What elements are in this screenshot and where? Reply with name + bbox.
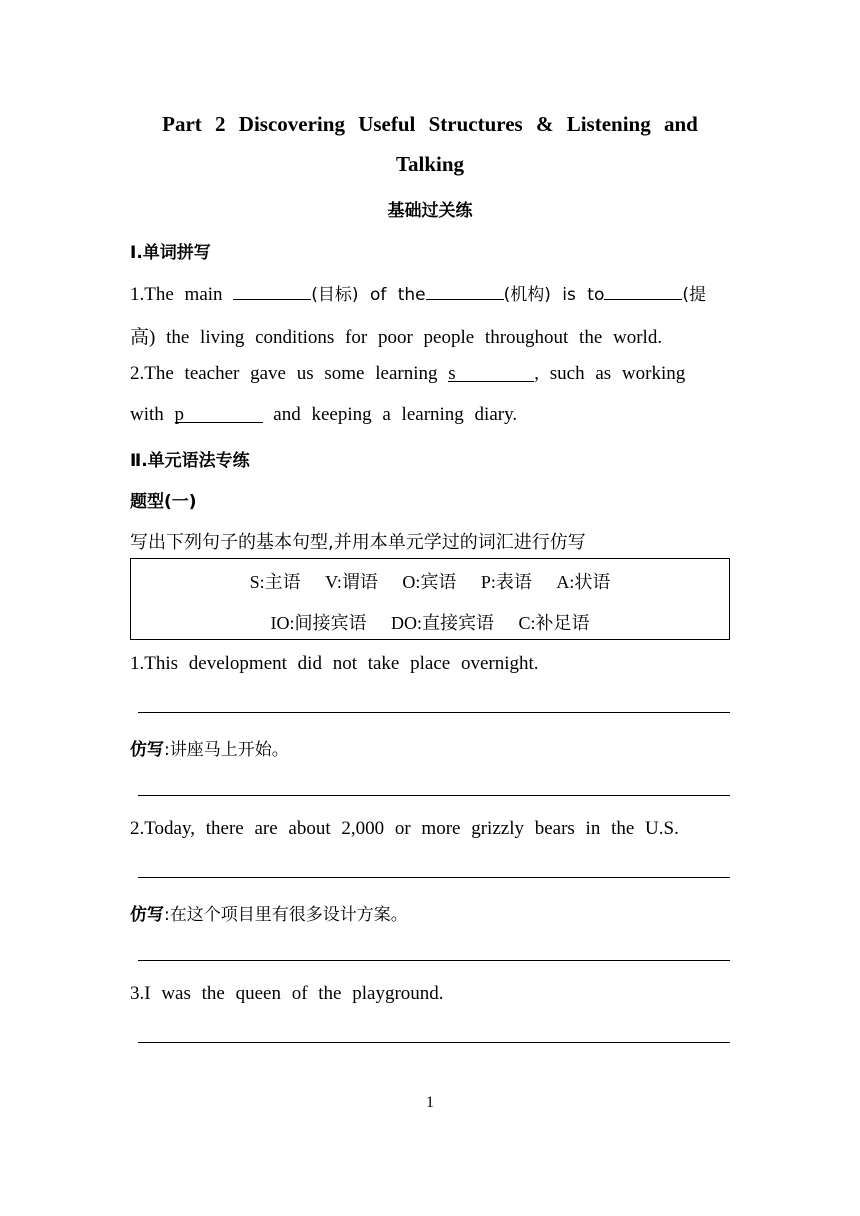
q2-text-c: with — [130, 404, 164, 425]
exercise-sentence-2: 2.Today, there are about 2,000 or more grizzly bears in the U.S. — [130, 818, 679, 839]
q1-text-d: (提 — [682, 285, 706, 305]
instruction-text: 写出下列句子的基本句型,并用本单元学过的词汇进行仿写 — [130, 532, 586, 553]
q1-blank-2[interactable] — [426, 281, 504, 300]
exercise-sentence-1: 1.This development did not take place overnight. — [130, 653, 539, 674]
legend-predicative: P:表语 — [480, 572, 532, 592]
q1-blank-1[interactable] — [233, 281, 311, 300]
question-1-line-1 — [130, 280, 728, 306]
legend-object: O:宾语 — [402, 572, 457, 592]
question-2-line-1 — [130, 363, 728, 385]
section-heading-spelling: Ⅰ.单词拼写 — [130, 243, 211, 263]
question-1-line-2: 高) the living conditions for poor people throughout the world. — [130, 327, 663, 348]
legend-direct-object: DO:直接宾语 — [390, 613, 494, 633]
legend-row-2 — [131, 609, 729, 635]
question-type-label: 题型(一) — [130, 492, 197, 512]
q1-text-c: (机构) is to — [503, 285, 605, 305]
imitation-text-1: :讲座马上开始。 — [164, 740, 289, 760]
q2-text-b: , such as working — [534, 363, 686, 384]
q2-blank-1[interactable] — [448, 363, 534, 382]
imitation-label-2: 仿写 — [130, 905, 164, 925]
q1-text-b: (目标) of the — [311, 285, 426, 305]
page-subtitle: 基础过关练 — [387, 201, 473, 221]
q1-text-a: 1.The main — [130, 284, 223, 305]
answer-line-3[interactable] — [138, 877, 730, 878]
q2-hint-letter-2: p — [174, 404, 185, 425]
imitation-label-1: 仿写 — [130, 740, 164, 760]
q1-blank-3[interactable] — [604, 281, 682, 300]
legend-indirect-object: IO:间接宾语 — [270, 613, 367, 633]
answer-line-5[interactable] — [138, 1042, 730, 1043]
imitation-text-2: :在这个项目里有很多设计方案。 — [164, 905, 408, 925]
question-2-line-2 — [130, 404, 728, 426]
imitation-prompt-2 — [130, 900, 728, 926]
section-heading-grammar: Ⅱ.单元语法专练 — [130, 451, 250, 471]
legend-verb: V:谓语 — [325, 572, 378, 592]
q2-hint-letter-1: s — [448, 363, 456, 384]
answer-line-4[interactable] — [138, 960, 730, 961]
q2-blank-2[interactable] — [175, 404, 263, 423]
legend-adverbial: A:状语 — [556, 572, 611, 592]
answer-line-1[interactable] — [138, 712, 730, 713]
legend-subject: S:主语 — [249, 572, 301, 592]
answer-line-2[interactable] — [138, 795, 730, 796]
q2-text-a: 2.The teacher gave us some learning — [130, 363, 438, 384]
legend-row-1 — [131, 568, 729, 594]
imitation-prompt-1 — [130, 735, 728, 761]
page-title-continued: Talking — [395, 152, 465, 176]
page-title: Part 2 Discovering Useful Structures & Listening and — [162, 112, 698, 136]
page-number: 1 — [426, 1094, 434, 1111]
legend-box — [130, 558, 730, 640]
exercise-sentence-3: 3.I was the queen of the playground. — [130, 983, 444, 1004]
legend-complement: C:补足语 — [518, 613, 590, 633]
q2-text-d: and keeping a learning diary. — [273, 404, 518, 425]
